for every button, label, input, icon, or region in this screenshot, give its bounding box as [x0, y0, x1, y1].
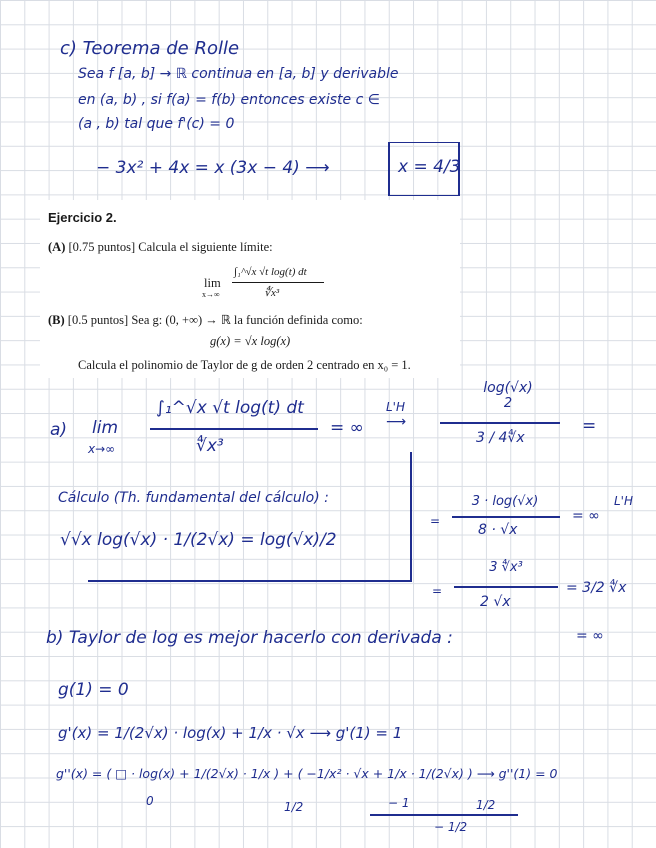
rolle-boxed-result	[388, 142, 460, 196]
part-a-denominator: ∜x³	[196, 436, 224, 456]
frac1-equals: =	[582, 416, 597, 436]
part-a-limit-sub: x→∞	[202, 290, 220, 299]
part-b-statement	[48, 312, 363, 328]
calc-expression: √√x log(√x) · 1/(2√x) = log(√x)/2	[60, 530, 337, 550]
under-annotation-a: 0	[146, 794, 154, 808]
frac1-numerator: log(√x)	[483, 380, 533, 396]
part-a-frac3	[456, 560, 556, 575]
under-annotation-c: − 1	[388, 796, 410, 810]
part-a-fraction-bar	[150, 428, 318, 430]
rolle-boxed-value: x = 4/3	[398, 157, 461, 177]
exercise-heading: Ejercicio 2.	[48, 210, 117, 225]
frac2-denominator: 8 · √x	[478, 522, 518, 538]
part-a-final: = ∞	[576, 628, 604, 644]
frac1-bar	[440, 422, 560, 424]
rolle-title: c) Teorema de Rolle	[60, 38, 240, 59]
part-a-equals-inf: = ∞	[330, 418, 364, 438]
frac2-numerator: 3 · log(√x)	[471, 494, 539, 509]
frac3-lead-equals: =	[432, 584, 443, 598]
part-a-fraction-bar	[232, 282, 324, 283]
part-b-g-prime: g'(x) = 1/(2√x) · log(x) + 1/x · √x ⟶ g'(1) = 1	[58, 724, 403, 742]
part-a-numerator: ∫₁^√x √t log(t) dt	[156, 398, 304, 418]
part-a-text: [0.75 puntos] Calcula el siguiente límite:	[68, 240, 273, 254]
part-a-lim-word: lim	[92, 418, 119, 438]
part-b-g1: g(1) = 0	[58, 680, 129, 700]
part-a-limit-word: lim	[204, 276, 221, 290]
part-b-label: (B)	[48, 313, 65, 327]
part-b-g-double-prime: g''(x) = ( □ · log(x) + 1/(2√x) · 1/x ) + ( −1/x² · √x + 1/x · 1/(2√x) ) ⟶ g''(1) = 0	[56, 766, 558, 781]
part-b-function: g(x) = √x log(x)	[210, 334, 291, 348]
part-a-numerator: ∫₁^√x √t log(t) dt	[234, 266, 307, 278]
frac3-bar	[454, 586, 558, 588]
exercise-statement	[40, 200, 460, 378]
rolle-equation: − 3x² + 4x = x (3x − 4) ⟶	[96, 158, 330, 178]
frac2-equals: = ∞	[572, 508, 600, 524]
calc-note: Cálculo (Th. fundamental del cálculo) :	[58, 490, 329, 506]
part-a-denominator: ∜x³	[264, 287, 280, 299]
frac2-lead-equals: =	[430, 514, 441, 528]
part-a-label: (A)	[48, 240, 66, 254]
under-annotation-b: 1/2	[284, 800, 304, 814]
frac2-bar	[452, 516, 560, 518]
frac2-lh-tag: L'H	[614, 494, 634, 508]
part-b-task: Calcula el polinomio de Taylor de g de orden 2 centrado en x₀ = 1.	[78, 358, 411, 372]
part-b-text: [0.5 puntos] Sea g: (0, +∞) → ℝ la función definida como:	[67, 313, 363, 327]
frac1-numerator-2: 2	[503, 396, 513, 411]
part-a-separator-vertical	[410, 452, 412, 580]
under-annotation-d: 1/2	[476, 798, 496, 812]
part-a-frac1	[452, 380, 564, 411]
rolle-line-2: en (a, b) , si f(a) = f(b) entonces existe c ∈	[78, 92, 380, 108]
frac3-numerator: 3 ∜x³	[489, 560, 523, 575]
rolle-line-1: Sea f [a, b] → ℝ continua en [a, b] y derivable	[78, 66, 399, 82]
part-a-lh-arrow: ⟶	[386, 414, 407, 430]
part-a-label: a)	[50, 420, 68, 440]
part-a-statement	[48, 240, 273, 255]
part-a-separator-horizontal	[88, 580, 412, 582]
part-a-lim-sub: x→∞	[88, 442, 116, 456]
frac1-denominator: 3 / 4∜x	[476, 430, 525, 446]
under-annotation-e: − 1/2	[434, 820, 468, 834]
under-bracket-line	[370, 814, 518, 816]
frac3-denominator: 2 √x	[480, 594, 511, 610]
frac3-result: = 3/2 ∜x	[566, 580, 627, 596]
part-a-frac2	[446, 494, 564, 509]
part-a-lh-tag: L'H	[386, 400, 406, 414]
part-b-label: b) Taylor de log es mejor hacerlo con derivada :	[46, 628, 453, 648]
rolle-line-3: (a , b) tal que f'(c) = 0	[78, 116, 235, 132]
